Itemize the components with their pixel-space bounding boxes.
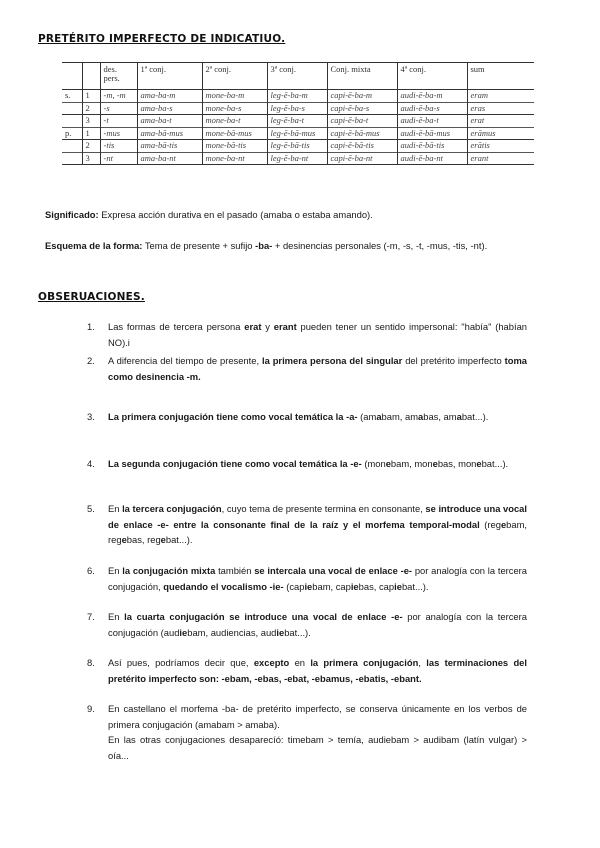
bold-run: quedando el vocalismo -ie- <box>163 580 284 592</box>
conjugation-table <box>62 62 534 165</box>
bold-run: erat <box>244 321 262 332</box>
table-cell: erātis <box>467 140 534 153</box>
table-cell: capi-ē-ba-t <box>327 115 397 128</box>
item-number: 9. <box>87 703 95 714</box>
text-run: En castellano el morfema -ba- de pretérito imperfecto, se conserva únicamente en los verbos de primera conjugación (amabam > amaba). <box>108 703 527 730</box>
list-item <box>87 409 527 425</box>
table-cell: eras <box>467 102 534 115</box>
item-number: 4. <box>87 458 95 469</box>
table-cell: 1 <box>82 127 100 140</box>
table-cell: capi-ē-ba-m <box>327 90 397 103</box>
text-run: En las otras conjugaciones desaparecíó: timebam > temía, audiebam > audibam (latín vulgar) > oía... <box>108 734 527 761</box>
item-text <box>108 563 527 594</box>
table-cell: ama-ba-m <box>137 90 202 103</box>
item-number: 7. <box>87 611 95 622</box>
text-run: bam, audiencias, aud <box>187 626 277 638</box>
table-cell: leg-ē-ba-t <box>267 115 327 128</box>
text-run: Las formas de tercera persona <box>108 321 245 332</box>
table-cell: mone-ba-s <box>202 102 267 115</box>
text-run: bam, am <box>381 411 419 422</box>
table-header-cell: sum <box>467 63 534 90</box>
table-cell: mone-ba-t <box>202 115 267 128</box>
table-cell <box>62 140 82 153</box>
text-run: pueden tener un sentido impersonal: "había" (habían NO).i <box>108 321 527 348</box>
item-number: 3. <box>87 411 95 422</box>
table-cell: audi-ē-bā-tis <box>397 140 467 153</box>
text-run: del pretérito imperfecto <box>402 355 505 366</box>
text-run: , <box>418 657 427 668</box>
bold-run: a <box>376 411 382 422</box>
table-header-cell <box>82 63 100 90</box>
bold-run: toma como desinencia -m. <box>108 355 527 382</box>
bold-run: la primera conjugación <box>310 657 419 668</box>
bold-run: e <box>121 534 127 545</box>
table-cell <box>62 102 82 115</box>
table-header-cell: 1ª conj. <box>137 63 202 90</box>
table-row <box>62 102 534 115</box>
table-row <box>62 115 534 128</box>
table-cell: leg-ē-ba-nt <box>267 152 327 165</box>
text-run: bam, mon <box>390 458 433 469</box>
item-text <box>108 319 527 350</box>
item-text <box>108 456 527 472</box>
text-run: En <box>108 611 125 622</box>
table-cell: -mus <box>100 127 137 140</box>
bold-run: la tercera conjugación <box>122 503 222 514</box>
text-run: bam, cap <box>312 580 351 592</box>
text-run: por analogía con la tercera conjugación, <box>108 565 528 592</box>
text-run: (reg <box>479 518 501 530</box>
table-cell: audi-ē-ba-nt <box>397 152 467 165</box>
text-run: en <box>289 657 311 668</box>
table-row <box>62 140 534 153</box>
text-run: bat...). <box>481 458 509 469</box>
table-cell: 2 <box>82 140 100 153</box>
table-cell: -m, -m <box>100 90 137 103</box>
text-run: también <box>215 565 255 576</box>
bold-run: erant <box>273 321 297 332</box>
table-cell: mone-bā-tis <box>202 140 267 153</box>
table-cell: -s <box>100 102 137 115</box>
table-cell: ama-ba-nt <box>137 152 202 165</box>
table-cell: ama-bā-tis <box>137 140 202 153</box>
table-row <box>62 90 534 103</box>
table-cell: 3 <box>82 115 100 128</box>
table-cell: mone-bā-mus <box>202 127 267 140</box>
list-item <box>87 319 527 350</box>
table-cell: -nt <box>100 152 137 165</box>
text-run: bas, mon <box>437 458 477 469</box>
item-text <box>108 655 527 686</box>
table-cell: 1 <box>82 90 100 103</box>
esquema-text: Tema de presente + sufijo <box>142 240 256 251</box>
text-run: y <box>261 321 274 332</box>
esquema-text: + desinencias personales (-m, -s, -t, -mus, -tis, -nt). <box>272 240 488 251</box>
table-cell: -tis <box>100 140 137 153</box>
significado-label: Significado: <box>45 209 99 220</box>
bold-run: e <box>432 458 438 469</box>
item-number: 8. <box>87 657 95 668</box>
table-cell: capi-ē-ba-nt <box>327 152 397 165</box>
table-header-row <box>62 63 534 90</box>
table-cell: capi-ē-bā-tis <box>327 140 397 153</box>
bold-run: se introduce una vocal de enlace -e- entre la consonante final de la raíz y el morfema temporal-modal <box>108 503 528 530</box>
text-run: bat...). <box>401 580 429 592</box>
table-cell: eram <box>467 90 534 103</box>
table-cell <box>62 115 82 128</box>
text-run: por analogía con la tercera conjugación (aud <box>108 611 527 638</box>
list-item <box>87 456 527 472</box>
table-cell: leg-ē-ba-s <box>267 102 327 115</box>
list-item <box>87 701 527 763</box>
page-title: PRETÉRITO IMPERFECTO DE INDICATIUO. <box>38 33 286 45</box>
esquema-paragraph <box>45 239 530 254</box>
table-cell: erat <box>467 115 534 128</box>
item-text <box>108 609 527 640</box>
bold-run: ie <box>179 626 188 638</box>
text-run: En <box>108 503 123 514</box>
bold-run: ie <box>350 580 359 592</box>
table-cell: ama-ba-s <box>137 102 202 115</box>
table-header-cell: 2ª conj. <box>202 63 267 90</box>
item-number: 6. <box>87 565 95 576</box>
bold-run: a <box>456 411 462 422</box>
item-text <box>108 701 527 763</box>
item-text <box>108 501 527 548</box>
table-header-cell <box>62 63 82 90</box>
table-cell: audi-ē-ba-m <box>397 90 467 103</box>
bold-run: La primera conjugación tiene como vocal temática la -a- <box>108 411 358 422</box>
item-number: 2. <box>87 355 95 366</box>
bold-run: se intercala una vocal de enlace -e- <box>254 565 413 576</box>
bold-run: la primera persona del singular <box>261 355 403 366</box>
table-cell: erant <box>467 152 534 165</box>
table-cell: 3 <box>82 152 100 165</box>
bold-run: a <box>418 411 424 422</box>
bold-run: la cuarta conjugación se introduce una vocal de enlace -e- <box>124 611 403 622</box>
table-row <box>62 152 534 165</box>
table-header-cell: 3ª conj. <box>267 63 327 90</box>
table-cell: leg-ē-bā-mus <box>267 127 327 140</box>
text-run: bas, reg <box>126 534 161 545</box>
bold-run: ie <box>394 580 402 592</box>
text-run: Así pues, podríamos decir que, <box>108 657 254 668</box>
text-run: bam, reg <box>108 518 528 545</box>
list-item <box>87 501 527 548</box>
table-cell: -t <box>100 115 137 128</box>
list-item <box>87 655 527 686</box>
table-header-cell: Conj. mixta <box>327 63 397 90</box>
table-cell: ama-bā-mus <box>137 127 202 140</box>
text-run: bat...). <box>165 534 193 545</box>
table-cell: audi-ē-ba-t <box>397 115 467 128</box>
item-number: 5. <box>87 503 95 514</box>
bold-run: excepto <box>253 657 290 668</box>
table-cell: capi-ē-ba-s <box>327 102 397 115</box>
item-text <box>108 409 527 425</box>
table-cell <box>62 152 82 165</box>
table-cell: p. <box>62 127 82 140</box>
item-text <box>108 353 527 384</box>
table-cell: s. <box>62 90 82 103</box>
text-run: En <box>108 565 123 576</box>
bold-run: e <box>476 458 482 469</box>
table-cell: mone-ba-m <box>202 90 267 103</box>
table-cell: leg-ē-bā-tis <box>267 140 327 153</box>
list-item <box>87 609 527 640</box>
esquema-bold: -ba- <box>255 240 273 251</box>
table-cell: mone-ba-nt <box>202 152 267 165</box>
bold-run: e <box>160 534 166 545</box>
text-run: (cap <box>283 580 305 592</box>
table-cell: audi-ē-bā-mus <box>397 127 467 140</box>
text-run: bas, am <box>423 411 457 422</box>
table-header-cell: des. pers. <box>100 63 137 90</box>
text-run: (mon <box>361 458 386 469</box>
bold-run: e <box>500 518 507 530</box>
text-run: A diferencia del tiempo de presente, <box>108 355 262 366</box>
bold-run: las terminaciones del pretérito imperfecto son: -ebam, -ebas, -ebat, -ebamus, -ebatis, -ebant. <box>108 657 527 684</box>
bold-run: ie <box>276 626 285 638</box>
table-cell: leg-ē-ba-m <box>267 90 327 103</box>
list-item <box>87 353 527 384</box>
table-cell: erāmus <box>467 127 534 140</box>
text-run: bat...). <box>284 626 311 638</box>
table-header-cell: 4ª conj. <box>397 63 467 90</box>
table-cell: capi-ē-bā-mus <box>327 127 397 140</box>
table-cell: audi-ē-ba-s <box>397 102 467 115</box>
text-run: (am <box>357 411 377 422</box>
significado-text: Expresa acción durativa en el pasado (amaba o estaba amando). <box>98 209 373 220</box>
text-run: bas, cap <box>358 580 395 592</box>
table-cell: ama-ba-t <box>137 115 202 128</box>
table-cell: 2 <box>82 102 100 115</box>
list-item <box>87 563 527 594</box>
esquema-label: Esquema de la forma: <box>45 240 143 251</box>
text-run: bat...). <box>461 411 489 422</box>
bold-run: ie <box>304 580 313 592</box>
significado-paragraph <box>45 208 530 223</box>
observaciones-heading: OBSERUACIONES. <box>38 291 145 303</box>
item-number: 1. <box>87 321 95 332</box>
bold-run: la conjugación mixta <box>122 565 216 576</box>
table-row <box>62 127 534 140</box>
bold-run: La segunda conjugación tiene como vocal temática la -e- <box>108 458 362 469</box>
bold-run: e <box>385 458 391 469</box>
text-run: , cuyo tema de presente termina en consonante, <box>221 503 426 514</box>
